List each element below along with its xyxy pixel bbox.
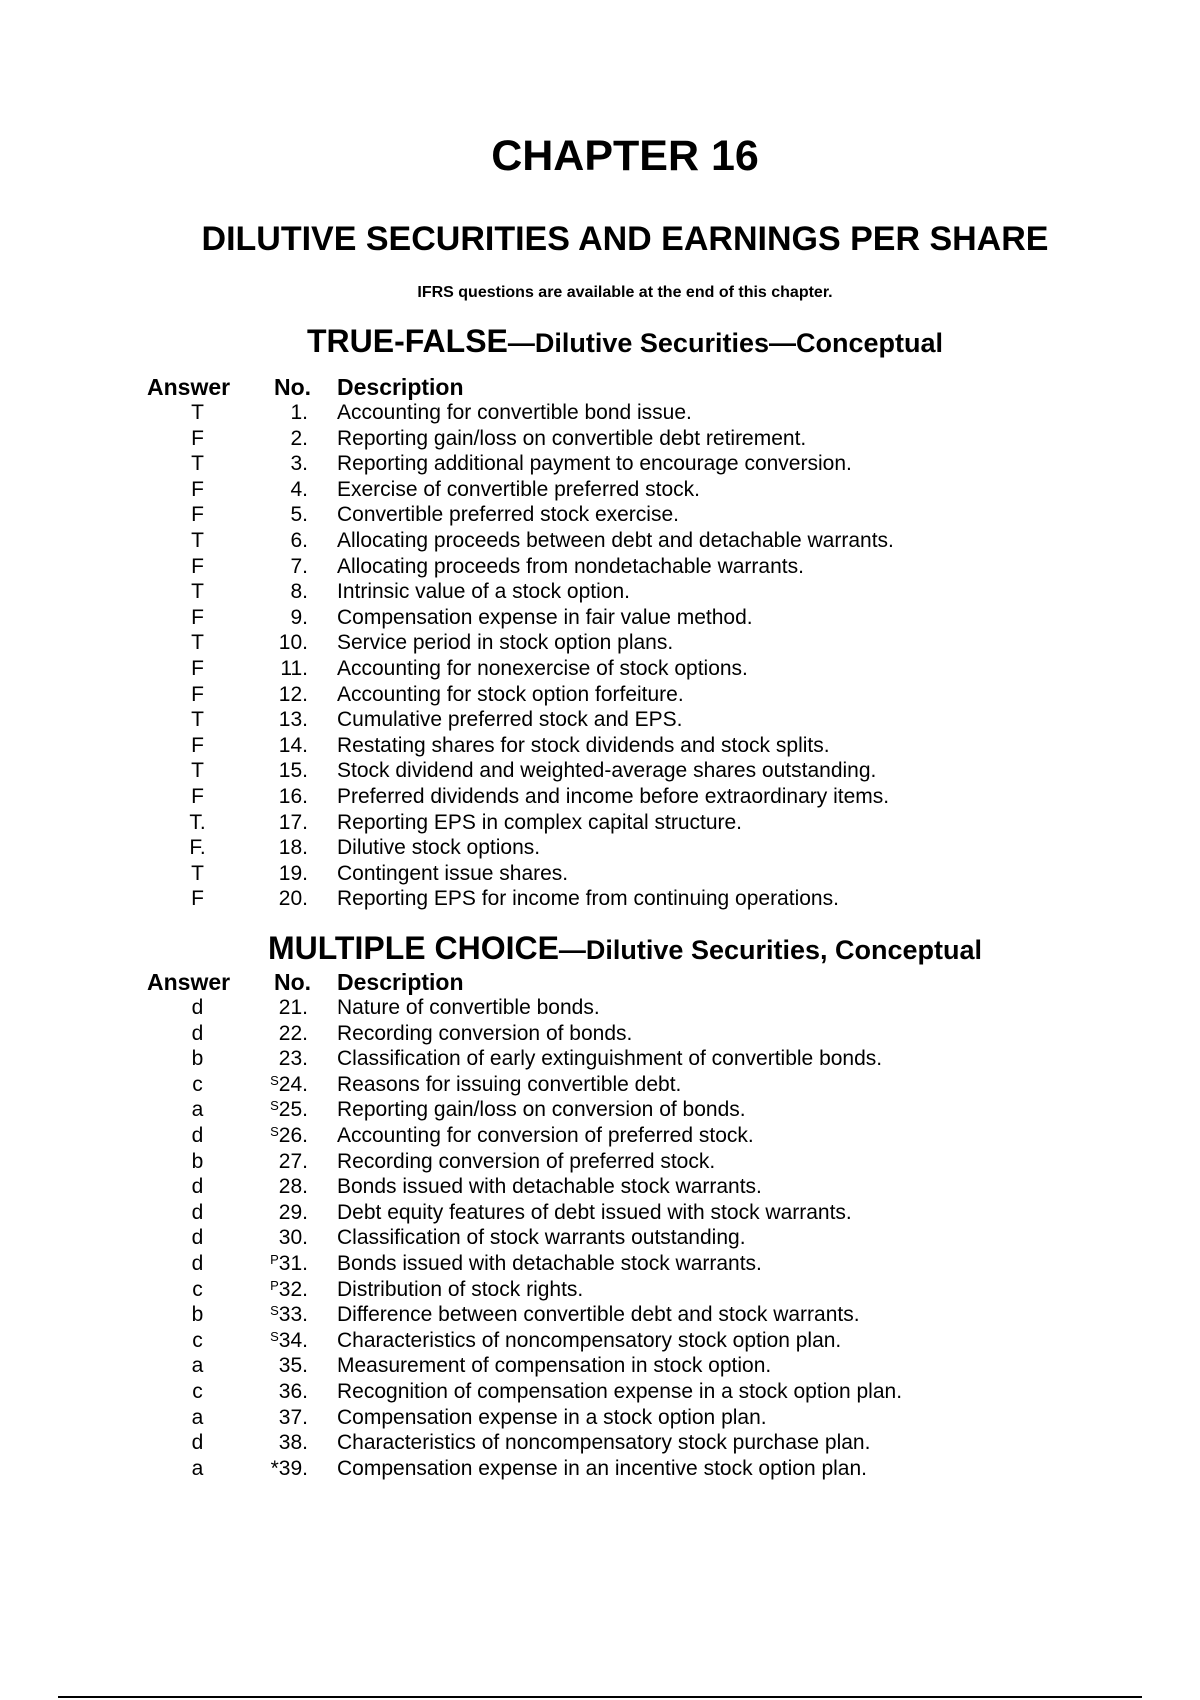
question-number: 4. (290, 477, 308, 501)
answer-cell: F (191, 733, 204, 757)
description-cell: Accounting for nonexercise of stock options. (337, 656, 748, 680)
question-number: 2. (290, 426, 308, 450)
description-cell: Exercise of convertible preferred stock. (337, 477, 700, 501)
description-cell: Dilutive stock options. (337, 836, 541, 860)
question-number-cell (246, 995, 308, 1021)
description-cell: Bonds issued with detachable stock warrants. (337, 1251, 762, 1275)
question-number-cell (246, 1123, 308, 1149)
description-cell: Contingent issue shares. (337, 861, 569, 885)
question-row (0, 502, 1200, 528)
question-row (0, 1353, 1200, 1379)
description-cell: Reporting gain/loss on convertible debt retirement. (337, 426, 807, 450)
question-row (0, 810, 1200, 836)
question-row (0, 1328, 1200, 1354)
answer-cell: T (191, 452, 204, 476)
question-number-cell (246, 1225, 308, 1251)
multiple-choice-heading (0, 930, 1200, 967)
answer-cell: T (191, 528, 204, 552)
question-number-cell (246, 630, 308, 656)
question-number-cell (246, 835, 308, 861)
question-row (0, 1072, 1200, 1098)
question-row (0, 835, 1200, 861)
question-number-cell (246, 758, 308, 784)
question-row (0, 605, 1200, 631)
description-cell: Distribution of stock rights. (337, 1277, 584, 1301)
question-number: 10. (278, 631, 308, 655)
description-cell: Difference between convertible debt and stock warrants. (337, 1303, 860, 1327)
answer-cell: F (191, 554, 204, 578)
question-row (0, 682, 1200, 708)
answer-cell: F (191, 426, 204, 450)
question-number-cell (246, 426, 308, 452)
answer-cell: d (191, 1123, 204, 1147)
question-row (0, 1123, 1200, 1149)
answer-cell: F (191, 605, 204, 629)
answer-cell: b (191, 1149, 204, 1173)
answer-cell: F (191, 503, 204, 527)
question-row (0, 1097, 1200, 1123)
question-number-cell (246, 1328, 308, 1354)
answer-cell: T (191, 708, 204, 732)
description-cell: Reporting additional payment to encourage conversion. (337, 452, 852, 476)
question-number-cell (246, 1072, 308, 1098)
question-row (0, 477, 1200, 503)
question-number-cell (246, 1405, 308, 1431)
question-number: 30. (278, 1226, 308, 1250)
question-number: 34. (278, 1328, 308, 1352)
answer-cell: b (191, 1047, 204, 1071)
question-row (0, 1430, 1200, 1456)
question-row (0, 528, 1200, 554)
answer-column-header: Answer (147, 374, 231, 400)
answer-cell: d (191, 1021, 204, 1045)
question-source-mark: P (270, 1277, 279, 1293)
answer-cell: d (191, 1226, 204, 1250)
answer-cell: d (191, 996, 204, 1019)
question-number: 3. (290, 452, 308, 476)
question-number-cell (246, 477, 308, 503)
description-cell: Compensation expense in fair value method. (337, 605, 753, 629)
question-number-cell (246, 400, 308, 426)
question-row (0, 1200, 1200, 1226)
description-cell: Service period in stock option plans. (337, 631, 674, 655)
answer-cell: F (191, 784, 204, 808)
question-row (0, 1379, 1200, 1405)
description-cell: Reasons for issuing convertible debt. (337, 1072, 682, 1096)
question-number-cell (246, 1302, 308, 1328)
answer-cell: d (191, 1251, 204, 1275)
description-cell: Convertible preferred stock exercise. (337, 503, 679, 527)
description-cell: Accounting for conversion of preferred stock. (337, 1123, 754, 1147)
question-number-cell (246, 1456, 308, 1482)
answer-cell: d (191, 1431, 204, 1455)
question-number: 13. (278, 708, 308, 732)
question-number-cell (246, 733, 308, 759)
question-row (0, 656, 1200, 682)
question-number-cell (246, 810, 308, 836)
question-number: 23. (278, 1047, 308, 1071)
question-row (0, 758, 1200, 784)
description-cell: Cumulative preferred stock and EPS. (337, 708, 683, 732)
question-number: 36. (278, 1379, 308, 1403)
question-number: 17. (278, 810, 308, 834)
question-row (0, 995, 1200, 1021)
description-cell: Accounting for convertible bond issue. (337, 401, 692, 424)
question-row (0, 733, 1200, 759)
answer-cell: F. (189, 836, 206, 860)
description-cell: Classification of stock warrants outstanding. (337, 1226, 746, 1250)
question-row (0, 1277, 1200, 1303)
answer-cell: c (192, 1379, 203, 1403)
question-number: 19. (278, 861, 308, 885)
question-number: 7. (290, 554, 308, 578)
question-number-cell (246, 1251, 308, 1277)
question-row (0, 707, 1200, 733)
description-cell: Compensation expense in an incentive stock option plan. (337, 1456, 868, 1480)
question-row (0, 451, 1200, 477)
description-cell: Accounting for stock option forfeiture. (337, 682, 684, 706)
question-number-cell (246, 682, 308, 708)
question-number-cell (246, 1277, 308, 1303)
answer-cell: F (191, 477, 204, 501)
question-row (0, 579, 1200, 605)
question-number: 9. (290, 605, 308, 629)
question-number-cell (246, 1174, 308, 1200)
question-source-mark: S (270, 1098, 279, 1114)
question-number: 11. (280, 656, 308, 680)
question-row (0, 1456, 1200, 1482)
ifrs-note: IFRS questions are available at the end of this chapter. (417, 284, 833, 301)
description-column-header: Description (337, 374, 464, 400)
question-row (0, 1251, 1200, 1277)
answer-cell: a (191, 1098, 204, 1122)
question-number: 5. (290, 503, 308, 527)
question-number-cell (246, 1021, 308, 1047)
description-cell: Classification of early extinguishment of convertible bonds. (337, 1047, 883, 1071)
description-cell: Bonds issued with detachable stock warrants. (337, 1175, 762, 1199)
question-number-cell (246, 707, 308, 733)
question-number: 35. (278, 1354, 308, 1378)
question-number-cell (246, 605, 308, 631)
question-number-cell (246, 502, 308, 528)
question-source-mark: S (270, 1072, 279, 1088)
description-cell: Intrinsic value of a stock option. (337, 580, 630, 604)
question-row (0, 554, 1200, 580)
question-number: 6. (290, 528, 308, 552)
number-column-header: No. (274, 374, 312, 400)
question-number-cell (246, 1200, 308, 1226)
question-number: 15. (278, 759, 308, 783)
question-row (0, 1302, 1200, 1328)
question-row (0, 1046, 1200, 1072)
description-cell: Allocating proceeds from nondetachable warrants. (337, 554, 804, 578)
answer-cell: a (191, 1354, 204, 1378)
question-row (0, 1149, 1200, 1175)
question-row (0, 1225, 1200, 1251)
question-number: 12. (278, 682, 308, 706)
question-number-cell (246, 1149, 308, 1175)
question-number: 18. (278, 836, 308, 860)
answer-column-header: Answer (147, 969, 231, 995)
answer-cell: a (191, 1405, 204, 1429)
true-false-heading-main: TRUE-FALSE (307, 323, 508, 359)
question-row (0, 630, 1200, 656)
chapter-subtitle: DILUTIVE SECURITIES AND EARNINGS PER SHARE (201, 220, 1049, 258)
description-cell: Recognition of compensation expense in a stock option plan. (337, 1379, 903, 1403)
question-number-cell (246, 656, 308, 682)
description-cell: Nature of convertible bonds. (337, 996, 600, 1019)
question-row (0, 886, 1200, 912)
description-cell: Measurement of compensation in stock option. (337, 1354, 772, 1378)
answer-cell: F (191, 682, 204, 706)
answer-cell: T (191, 861, 204, 885)
question-number: 26. (278, 1123, 308, 1147)
question-number: 14. (278, 733, 308, 757)
bottom-divider (58, 1696, 1142, 1698)
true-false-question-list (0, 400, 1200, 912)
description-cell: Recording conversion of preferred stock. (337, 1149, 716, 1173)
question-number-cell (246, 784, 308, 810)
answer-cell: T (191, 401, 204, 424)
question-number: 31. (278, 1251, 308, 1275)
question-number: 16. (278, 784, 308, 808)
question-source-mark: S (270, 1328, 279, 1344)
question-number-cell (246, 554, 308, 580)
question-number-cell (246, 579, 308, 605)
question-number-cell (246, 1379, 308, 1405)
question-number-cell (246, 886, 308, 912)
true-false-heading (0, 323, 1200, 360)
question-source-mark: S (270, 1123, 279, 1139)
question-number: 28. (278, 1175, 308, 1199)
question-number-cell (246, 528, 308, 554)
chapter-title: CHAPTER 16 (491, 132, 759, 180)
answer-cell: d (191, 1200, 204, 1224)
description-column-header: Description (337, 969, 464, 995)
question-number-cell (246, 1046, 308, 1072)
question-number-cell (246, 1430, 308, 1456)
question-source-mark: P (270, 1251, 279, 1267)
question-number: 37. (278, 1405, 308, 1429)
answer-cell: T (191, 580, 204, 604)
question-number-cell (246, 1353, 308, 1379)
multiple-choice-question-list (0, 995, 1200, 1481)
question-row (0, 861, 1200, 887)
question-number-cell (246, 861, 308, 887)
description-cell: Recording conversion of bonds. (337, 1021, 633, 1045)
question-number-cell (246, 1097, 308, 1123)
multiple-choice-heading-main: MULTIPLE CHOICE (267, 930, 559, 966)
answer-cell: a (191, 1456, 204, 1480)
description-cell: Characteristics of noncompensatory stock option plan. (337, 1328, 842, 1352)
answer-cell: c (192, 1072, 203, 1096)
answer-cell: b (191, 1303, 204, 1327)
question-number: 27. (278, 1149, 308, 1173)
description-cell: Reporting EPS in complex capital structure. (337, 810, 743, 834)
true-false-heading-sub: —Dilutive Securities—Conceptual (507, 328, 943, 358)
question-row (0, 1021, 1200, 1047)
question-source-mark: S (270, 1303, 279, 1319)
question-number: 8. (290, 580, 308, 604)
question-row (0, 1174, 1200, 1200)
answer-cell: c (192, 1328, 203, 1352)
question-number: 38. (278, 1431, 308, 1455)
question-number: 33. (278, 1303, 308, 1327)
question-row (0, 400, 1200, 426)
multiple-choice-heading-sub: —Dilutive Securities, Conceptual (558, 935, 983, 965)
question-row (0, 1405, 1200, 1431)
description-cell: Compensation expense in a stock option plan. (337, 1405, 767, 1429)
answer-cell: F (191, 887, 204, 911)
description-cell: Reporting gain/loss on conversion of bonds. (337, 1098, 746, 1122)
answer-cell: T (191, 759, 204, 783)
answer-cell: T (191, 631, 204, 655)
answer-cell: d (191, 1175, 204, 1199)
description-cell: Preferred dividends and income before extraordinary items. (337, 784, 890, 808)
description-cell: Stock dividend and weighted-average shares outstanding. (337, 759, 877, 783)
question-number-cell (246, 451, 308, 477)
question-number: 24. (278, 1072, 308, 1096)
description-cell: Characteristics of noncompensatory stock purchase plan. (337, 1431, 871, 1455)
question-number: 22. (278, 1021, 308, 1045)
answer-cell: c (192, 1277, 203, 1301)
description-cell: Restating shares for stock dividends and stock splits. (337, 733, 830, 757)
description-cell: Allocating proceeds between debt and detachable warrants. (337, 528, 894, 552)
question-row (0, 426, 1200, 452)
question-number: 20. (278, 887, 308, 911)
question-number: 32. (278, 1277, 308, 1301)
question-number: 25. (278, 1098, 308, 1122)
description-cell: Debt equity features of debt issued with stock warrants. (337, 1200, 852, 1224)
question-number: 1. (290, 401, 308, 424)
answer-cell: F (191, 656, 204, 680)
question-number: 29. (278, 1200, 308, 1224)
description-cell: Reporting EPS for income from continuing operations. (337, 887, 839, 911)
question-number: 21. (278, 996, 308, 1019)
number-column-header: No. (274, 969, 312, 995)
question-row (0, 784, 1200, 810)
answer-cell: T. (189, 810, 206, 834)
question-number: *39. (270, 1456, 308, 1480)
